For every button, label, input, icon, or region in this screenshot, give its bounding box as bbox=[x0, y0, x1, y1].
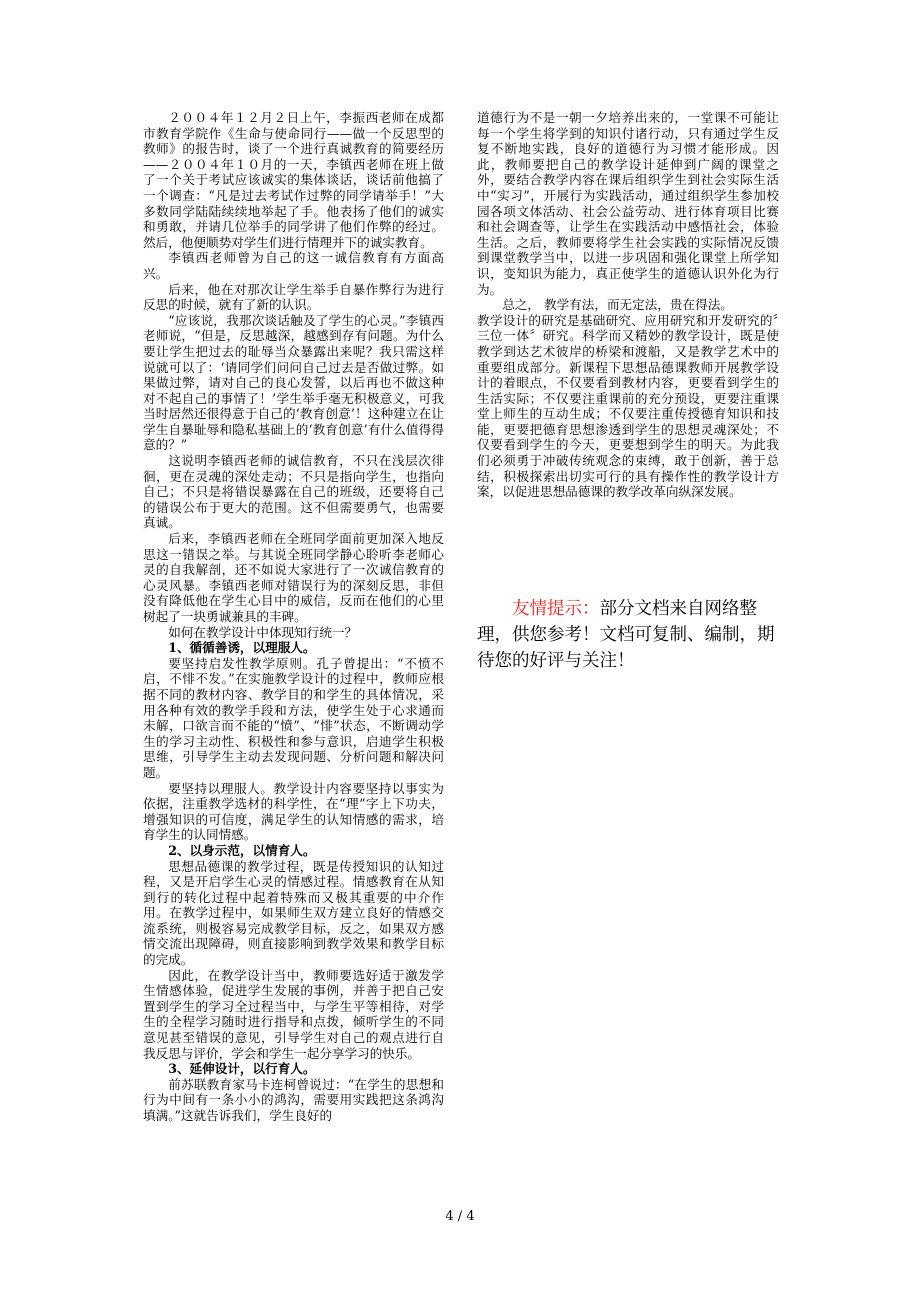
page-number: 4 / 4 bbox=[445, 1209, 475, 1224]
right-column bbox=[477, 110, 779, 500]
friendly-note-body: 部分文档来自网络整理，供您参考！文档可复制、编制，期待您的好评与关注！ bbox=[477, 599, 775, 671]
friendly-note bbox=[477, 596, 787, 674]
paragraph: 因此，在教学设计当中，教师要选好适于激发学生情感体验，促进学生发展的事例，并善于把自己安置到学生的学习全过程当中，与学生平等相待，对学生的全程学习随时进行指导和点拨，倾听学生的不同意见甚至错误的意见，引导学生对自己的观点进行自我反思与评价，学会和学生一起分享学习的快乐。 bbox=[143, 967, 444, 1061]
paragraph: 要坚持以理服人。教学设计内容要坚持以事实为依据，注重教学选材的科学性，在“理”字上下功夫，增强知识的可信度，满足学生的认知情感的需求，培育学生的认同情感。 bbox=[143, 780, 444, 843]
section-heading-2: 2、以身示范，以情育人。 bbox=[168, 842, 316, 858]
paragraph-continuation: 道德行为不是一朝一夕培养出来的，一堂课不可能让每一个学生将学到的知识付诸行动，只有通过学生反复不断地实践，良好的道德行为习惯才能形成。因此，教师要把自己的教学设计延伸到广阔的课堂之外，要结合教学内容在课后组织学生到社会实际生活中“实习”，开展行为实践活动，通过组织学生参加校园各项文体活动、社会公益劳动、进行体育项目比赛和社会调查等，让学生在实践活动中感悟社会，体验生活。之后，教师要将学生社会实践的实际情况反馈到课堂教学当中，以进一步巩固和强化课堂上所学知识，变知识为能力，真正使学生的道德认识外化为行为。 bbox=[477, 110, 779, 297]
paragraph: 前苏联教育家马卡连柯曾说过：“在学生的思想和行为中间有一条小小的鸿沟，需要用实践把这条鸿沟填满。”这就告诉我们，学生良好的 bbox=[143, 1076, 444, 1123]
paragraph: 要坚持启发性教学原则。孔子曾提出：“不愤不启，不悱不发。”在实施教学设计的过程中，教师应根据不同的教材内容、教学目的和学生的具体情况，采用各种有效的教学手段和方法，使学生处于心求通而未解，口欲言而不能的“愤”、“悱”状态，不断调动学生的学习主动性、积极性和参与意识，启迪学生积极思维，引导学生主动去发现问题、分析问题和解决问题。 bbox=[143, 655, 444, 780]
paragraph: 李镇西老师曾为自己的这一诚信教育有方面高兴。 bbox=[143, 250, 444, 281]
paragraph: 思想品德课的教学过程，既是传授知识的认知过程，又是开启学生心灵的情感过程。情感教育在从知到行的转化过程中起着特殊而又极其重要的中介作用。在教学过程中，如果师生双方建立良好的情感交流系统，则极容易完成教学目标，反之，如果双方感情交流出现障碍，则直接影响到教学效果和教学目标的完成。 bbox=[143, 858, 444, 968]
section-heading-1: 1、循循善诱，以理服人。 bbox=[168, 640, 316, 656]
paragraph: ２００４年１２月２日上午，李振西老师在成都市教育学院作《生命与使命同行——做一个反思型的教师》的报告时，谈了一个进行真诚教育的简要经历——２００４年１０月的一天，李镇西老师在班上做了一个关于考试应该诚实的集体谈话，谈话前他搞了一个调查：“凡是过去考试作过弊的同学请举手！”大多数同学陆陆续续地举起了手。他表扬了他们的诚实和勇敢，并请几位举手的同学讲了他们作弊的经过。然后，他便顺势对学生们进行情理并下的诚实教育。 bbox=[143, 110, 444, 250]
paragraph: 后来，他在对那次让学生举手自暴作弊行为进行反思的时候，就有了新的认识。 bbox=[143, 281, 444, 313]
closing-paragraph: 教学设计的研究是基础研究、应用研究和开发研究的〞三位一体〞研究。科学而又精妙的教学设计，既是使教学到达艺术彼岸的桥梁和渡船，又是教学艺术中的重要组成部分。新课程下思想品德课教师开展教学设计的着眼点，不仅要看到教材内容，更要看到学生的生活实际；不仅要注重课前的充分预设，更要注重课堂上师生的互动生成；不仅要注重传授德育知识和技能，更要把德育思想渗透到学生的思想灵魂深处；不仅要看到学生的今天，更要想到学生的明天。为此我们必须勇于冲破传统观念的束缚，敢于创新，善于总结，积极探索出切实可行的具有操作性的教学设计方案，以促进思想品德课的教学改革向纵深发展。 bbox=[477, 312, 779, 500]
summary-line: 总之， 教学有法，而无定法，贵在得法。 bbox=[502, 297, 733, 313]
paragraph: “应该说，我那次谈话触及了学生的心灵。”李镇西老师说，“但是，反思越深，越感到存有问题。为什么要让学生把过去的耻辱当众暴露出来呢？我只需这样说就可以了：‘请同学们问问自己过去是否做过弊。如果做过弊，请对自己的良心发誓，以后再也不做这种对不起自己的事情了！’学生举手毫无积极意义，可我当时居然还很得意于自己的‘教育创意’！这种建立在让学生自暴耻辱和隐私基础上的‘教育创意’有什么值得得意的？” bbox=[143, 312, 444, 453]
friendly-note-label: 友情提示： bbox=[512, 599, 600, 619]
left-column bbox=[143, 110, 444, 1124]
friendly-note-text bbox=[477, 596, 787, 674]
section-heading-3: 3、延伸设计，以行育人。 bbox=[168, 1061, 316, 1077]
paragraph: 这说明李镇西老师的诚信教育，不只在浅层次徘徊，更在灵魂的深处走动；不只是指向学生，也指向自己；不只是将错误暴露在自己的班级，还要将自己的错误公布于更大的范围。这不但需要勇气，也需要真诚。 bbox=[143, 453, 444, 531]
section-question: 如何在教学设计中体现知行统一？ bbox=[168, 624, 358, 640]
paragraph: 后来，李镇西老师在全班同学面前更加深入地反思这一错误之举。与其说全班同学静心聆听李老师心灵的自我解剖，还不如说大家进行了一次诚信教育的心灵风暴。李镇西老师对错误行为的深刻反思，非但没有降低他在学生心目中的威信，反而在他们的心里树起了一块勇诚兼具的丰碑。 bbox=[143, 531, 444, 624]
